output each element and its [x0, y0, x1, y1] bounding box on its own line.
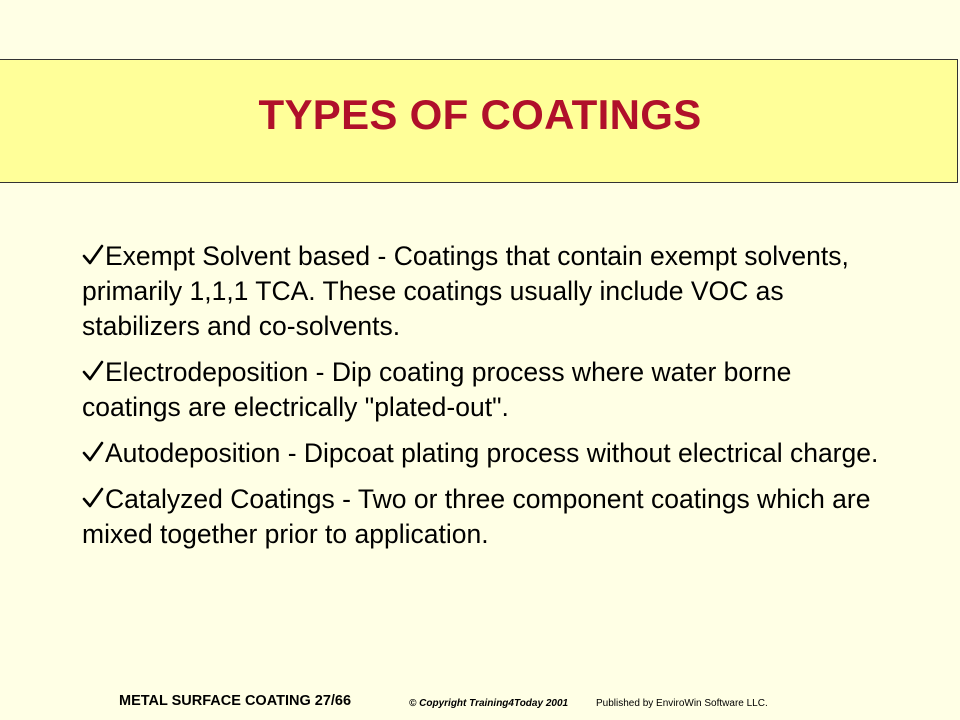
bullet-text: Autodeposition - Dipcoat plating process without electrical charge.: [105, 438, 879, 468]
footer-copyright: © Copyright Training4Today 2001: [409, 698, 569, 709]
bullet-item: [82, 482, 882, 552]
checkmark-icon: [82, 360, 104, 382]
checkmark-icon: [82, 441, 104, 463]
bullet-text: Exempt Solvent based - Coatings that contain exempt solvents, primarily 1,1,1 TCA. These coatings usually include VOC as stabilizers and co-solvents.: [82, 241, 849, 341]
bullet-item: [82, 239, 882, 344]
bullet-text: Catalyzed Coatings - Two or three component coatings which are mixed together prior to application.: [82, 484, 871, 549]
bullet-list: [82, 239, 882, 563]
checkmark-icon: [82, 244, 104, 266]
footer-publisher: Published by EnviroWin Software LLC.: [596, 698, 768, 709]
footer-course-label: METAL SURFACE COATING 27/66: [119, 693, 352, 709]
bullet-item: [82, 355, 882, 425]
checkmark-icon: [82, 487, 104, 509]
bullet-item: [82, 436, 882, 471]
slide-title: TYPES OF COATINGS: [258, 91, 702, 138]
bullet-text: Electrodeposition - Dip coating process where water borne coatings are electrically "plated-out".: [82, 357, 792, 422]
